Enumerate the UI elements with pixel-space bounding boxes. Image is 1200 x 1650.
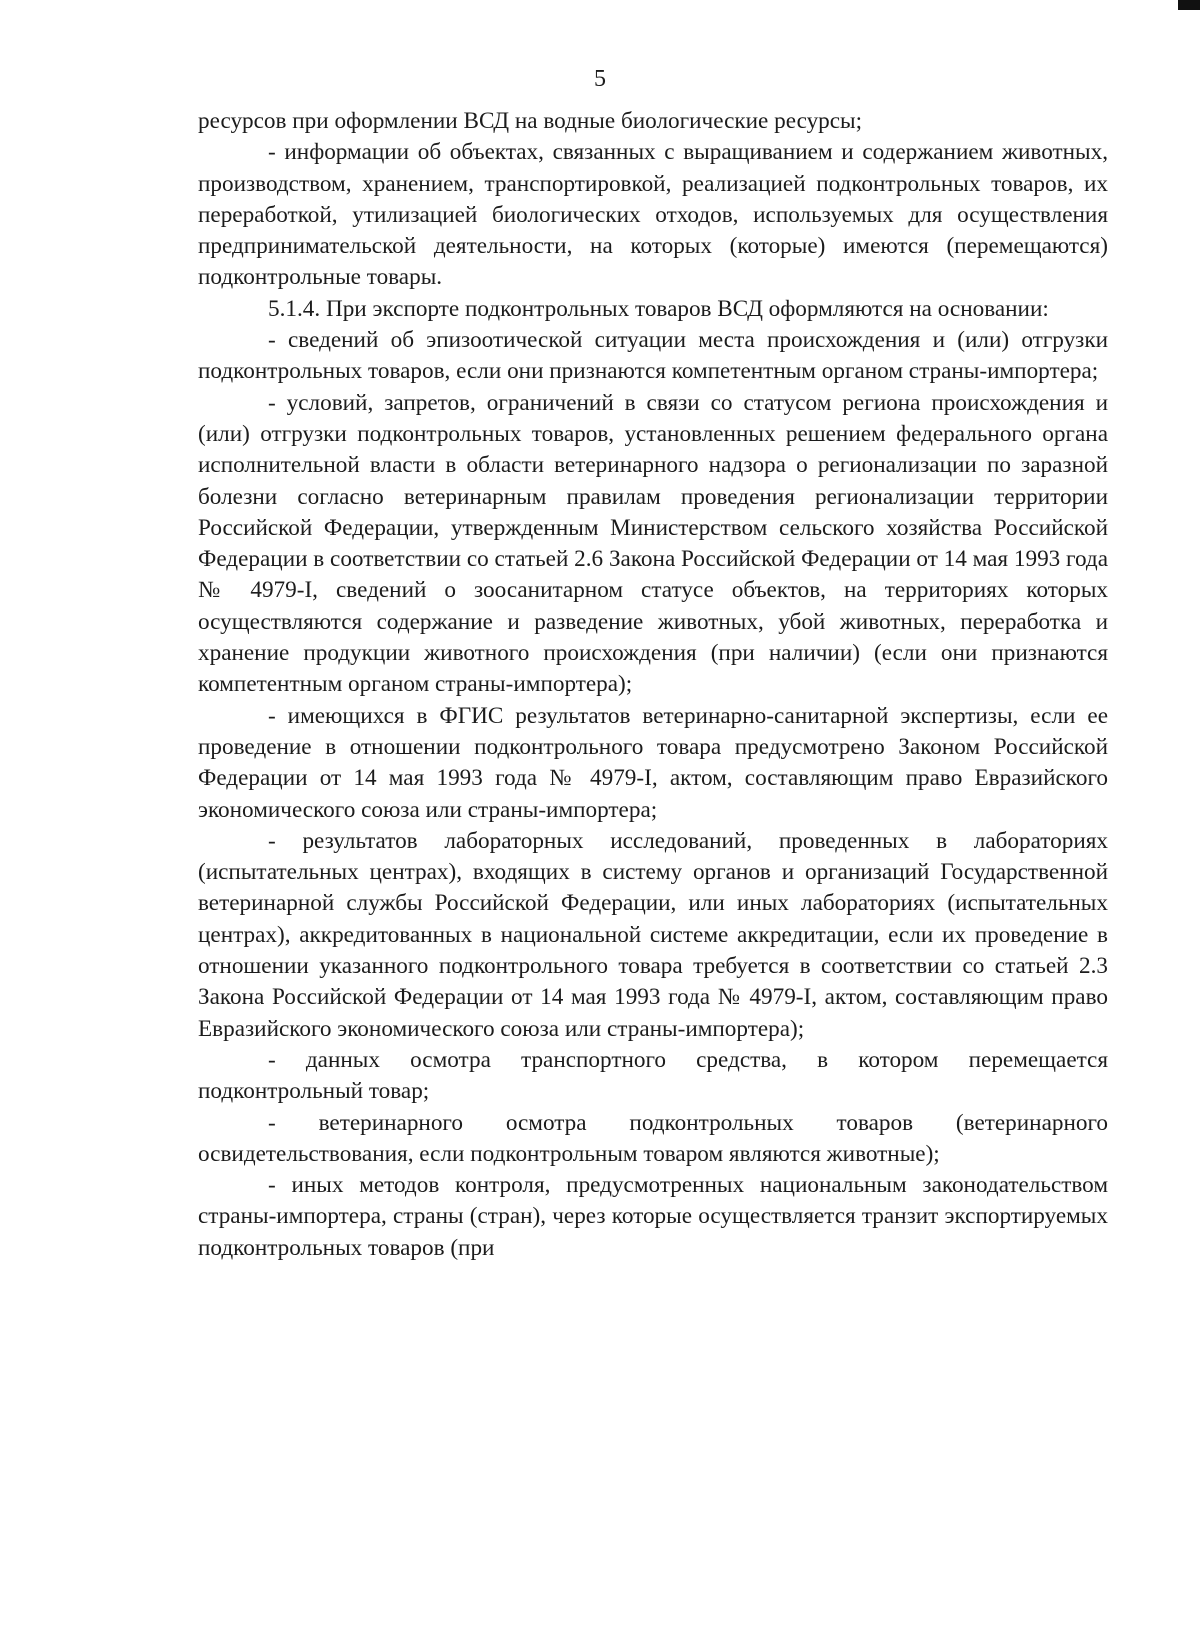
document-body — [198, 106, 1108, 1264]
list-item-vehicle-inspection: - данных осмотра транспортного средства, в котором перемещается подконтрольный товар; — [198, 1046, 1108, 1105]
section-5-1-4-heading: 5.1.4. При экспорте подконтрольных товаров ВСД оформляются на основании: — [268, 295, 1049, 322]
list-item-veterinary-inspection: - ветеринарного осмотра подконтрольных товаров (ветеринарного освидетельствования, если подконтрольным товаром являются животные); — [198, 1109, 1108, 1167]
list-item-epizootic-situation: - сведений об эпизоотической ситуации места происхождения и (или) отгрузки подконтрольных товаров, если они признаются компетентным органом страны-импортера; — [198, 327, 1108, 385]
page-number: 5 — [594, 66, 606, 92]
list-item-vet-sanitary-expertise: - имеющихся в ФГИС результатов ветеринарно-санитарной экспертизы, если ее проведение в отношении подконтрольного товара предусмотрено Законом Российской Федерации от 14 мая 1993 года № 4979-I, актом, составляющим право Евразийского экономического союза или страны-импортера; — [198, 702, 1108, 823]
scan-corner-mark — [1178, 0, 1200, 10]
list-item-objects-info: - информации об объектах, связанных с выращиванием и содержанием животных, производством, хранением, транспортировкой, реализацией подконтрольных товаров, их переработкой, утилизацией биологических отходов, используемых для осуществления предпринимательской деятельности, на которых (которые) имеются (перемещаются) подконтрольные товары. — [198, 139, 1108, 291]
list-item-laboratory-results: - результатов лабораторных исследований, проведенных в лабораториях (испытательных центрах), входящих в систему органов и организаций Государственной ветеринарной службы Российской Федерации, или иных лабораториях (испытательных центрах), аккредитованных в национальной системе аккредитации, если их проведение в отношении указанного подконтрольного товара требуется в соответствии со статьей 2.3 Закона Российской Федерации от 14 мая 1993 года № 4979-I, актом, составляющим право Евразийского экономического союза или страны-импортера); — [198, 827, 1108, 1042]
list-item-regionalization-conditions: - условий, запретов, ограничений в связи со статусом региона происхождения и (или) отгрузки подконтрольных товаров, установленных решением федерального органа исполнительной власти в области ветеринарного надзора о регионализации по заразной болезни согласно ветеринарным правилам проведения регионализации территории Российской Федерации, утвержденным Министерством сельского хозяйства Российской Федерации в соответствии со статьей 2.6 Закона Российской Федерации от 14 мая 1993 года № 4979-I, сведений о зоосанитарном статусе объектов, на территориях которых осуществляются содержание и разведение животных, убой животных, переработка и хранение продукции животного происхождения (при наличии) (если они признаются компетентным органом страны-импортера); — [198, 389, 1108, 698]
paragraph-continuation: ресурсов при оформлении ВСД на водные биологические ресурсы; — [198, 108, 863, 134]
list-item-other-control-methods: - иных методов контроля, предусмотренных национальным законодательством страны-импортера, страны (стран), через которые осуществляется транзит экспортируемых подконтрольных товаров (при — [198, 1172, 1108, 1261]
